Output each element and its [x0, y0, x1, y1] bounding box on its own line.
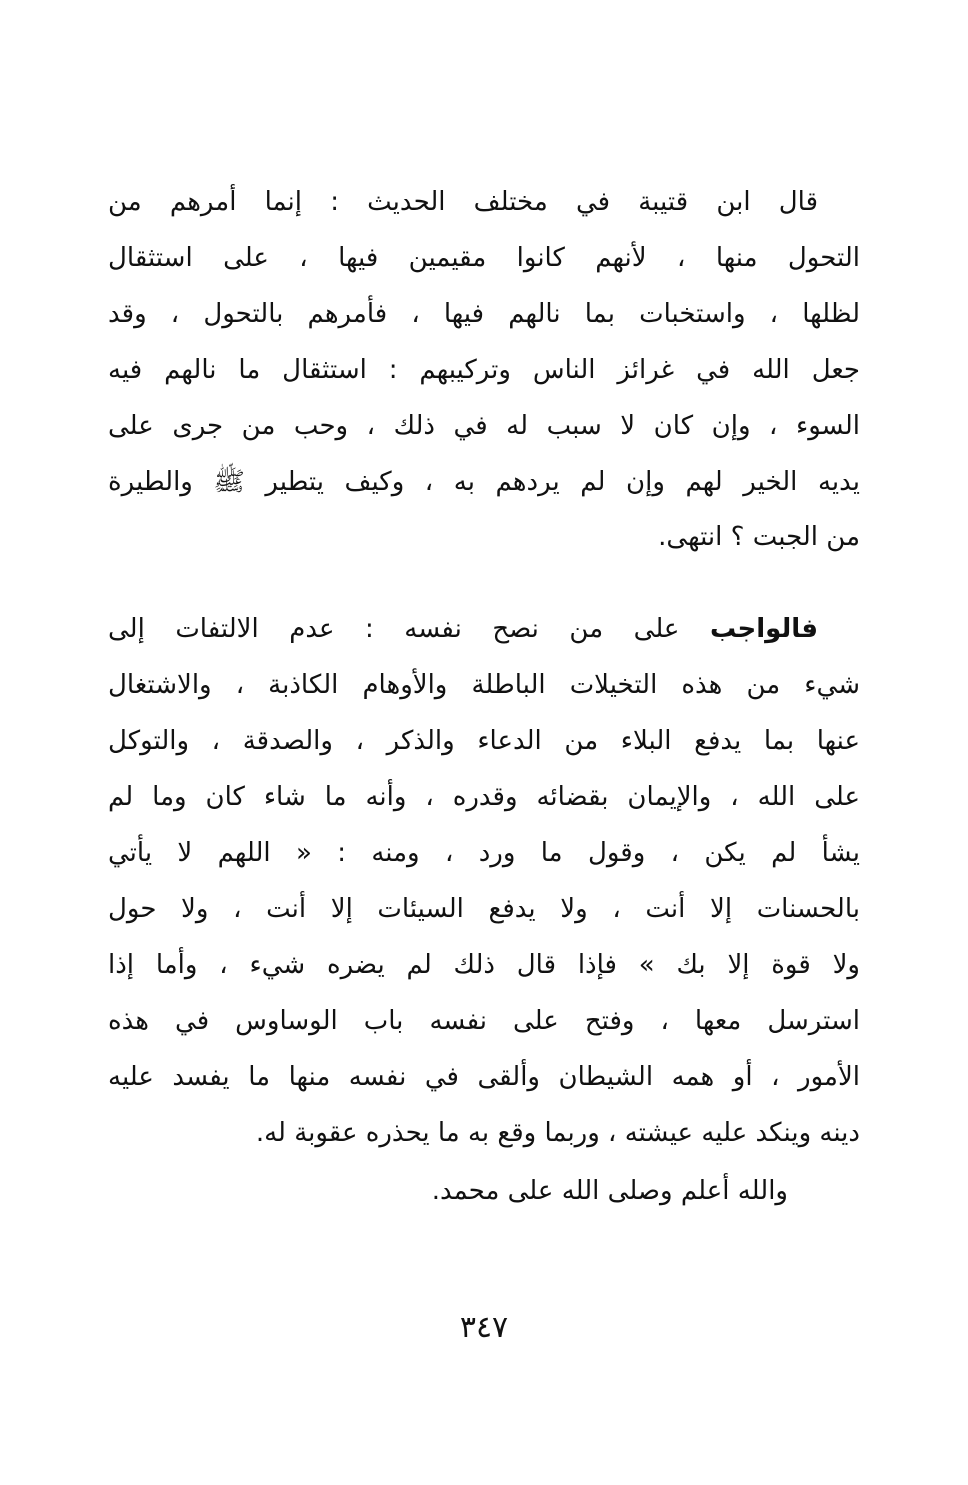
paragraph-1-line-4: جعل الله في غرائز الناس وتركيبهم : استثقال ما نالهم فيه — [108, 355, 860, 385]
paragraph-2-line-9: الأمور ، أو همه الشيطان وألقى في نفسه منها ما يفسد عليه — [108, 1062, 860, 1092]
paragraph-2-line-10: دينه وينكد عليه عيشته ، وربما وقع به ما يحذره عقوبة له. — [255, 1118, 860, 1148]
paragraph-2-lead-word: فالواجب — [709, 614, 818, 644]
paragraph-2-line-5: يشأ لم يكن ، وقول ما ورد ، ومنه : « اللهم لا يأتي — [108, 838, 860, 868]
paragraph-1-line-6: يديه الخير لهم وإن لم يردهم به ، وكيف يتطير ﷺ والطيرة — [108, 467, 860, 497]
paragraph-2-line-2: شيء من هذه التخيلات الباطلة والأوهام الكاذبة ، والاشتغال — [108, 670, 860, 700]
paragraph-1-line-2: التحول منها ، لأنهم كانوا مقيمين فيها ، على استثقال — [108, 243, 860, 273]
paragraph-2-line-1-text: على من نصح نفسه : عدم الالتفات إلى — [108, 614, 680, 644]
paragraph-2-line-1 — [108, 603, 818, 655]
paragraph-1-line-7: من الجبت ؟ انتهى. — [658, 522, 860, 552]
paragraph-2-line-7: ولا قوة إلا بك » فإذا قال ذلك لم يضره شيء ، وأما إذا — [108, 950, 860, 980]
paragraph-2-line-8: استرسل معها ، وفتح على نفسه باب الوساوس في هذه — [108, 1006, 860, 1036]
paragraph-2-line-3: عنها بما يدفع البلاء من الدعاء والذكر ، والصدقة ، والتوكل — [108, 726, 860, 756]
paragraph-1-line-1: قال ابن قتيبة في مختلف الحديث : إنما أمرهم من — [108, 187, 818, 217]
closing-line: والله أعلم وصلى الله على محمد. — [431, 1176, 788, 1206]
paragraph-1-line-3: لظلها ، واستخبات بما نالهم فيها ، فأمرهم بالتحول ، وقد — [108, 299, 860, 329]
paragraph-2-line-4: على الله ، والإيمان بقضائه وقدره ، وأنه ما شاء كان وما لم — [108, 782, 860, 812]
paragraph-2-line-6: بالحسنات إلا أنت ، ولا يدفع السيئات إلا أنت ، ولا حول — [108, 894, 860, 924]
paragraph-1-line-5: السوء ، وإن كان لا سبب له في ذلك ، وحب من جرى على — [108, 411, 860, 441]
page-number: ٣٤٧ — [459, 1310, 509, 1345]
